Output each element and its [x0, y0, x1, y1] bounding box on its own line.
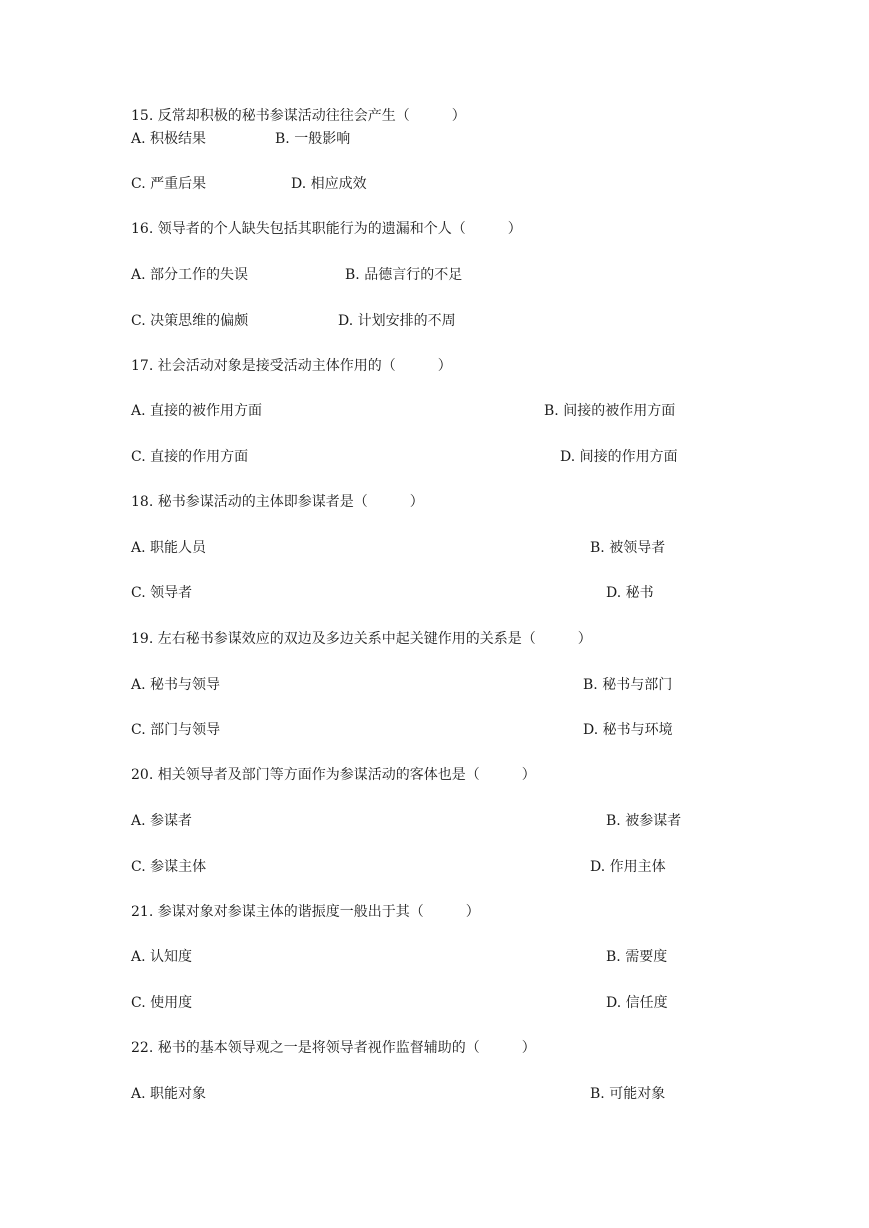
- question-22-stem: 22. 秘书的基本领导观之一是将领导者视作监督辅助的（ ）: [131, 1040, 536, 1056]
- question-18-option-d: D. 秘书: [606, 585, 654, 601]
- question-15-option-d: D. 相应成效: [291, 176, 367, 192]
- question-20-option-a: A. 参谋者: [131, 813, 193, 829]
- question-19-stem: 19. 左右秘书参谋效应的双边及多边关系中起关键作用的关系是（ ）: [131, 631, 592, 647]
- question-16-option-d: D. 计划安排的不周: [338, 313, 456, 329]
- question-21-option-a: A. 认知度: [131, 949, 193, 965]
- question-18-option-a: A. 职能人员: [131, 540, 207, 556]
- question-16-option-b: B. 品德言行的不足: [345, 267, 463, 283]
- question-22-option-a: A. 职能对象: [131, 1086, 207, 1102]
- question-15-option-a: A. 积极结果: [131, 131, 207, 147]
- question-19-option-b: B. 秘书与部门: [583, 677, 673, 693]
- question-18-option-b: B. 被领导者: [590, 540, 666, 556]
- question-22-option-b: B. 可能对象: [590, 1086, 666, 1102]
- question-21-stem: 21. 参谋对象对参谋主体的谐振度一般出于其（ ）: [131, 904, 480, 920]
- question-16-option-a: A. 部分工作的失误: [131, 267, 249, 283]
- question-19-option-c: C. 部门与领导: [131, 722, 221, 738]
- question-16-option-c: C. 决策思维的偏颇: [131, 313, 249, 329]
- question-17-option-b: B. 间接的被作用方面: [544, 403, 676, 419]
- question-16-stem: 16. 领导者的个人缺失包括其职能行为的遗漏和个人（ ）: [131, 221, 522, 237]
- question-17-option-d: D. 间接的作用方面: [560, 449, 678, 465]
- question-17-option-a: A. 直接的被作用方面: [131, 403, 263, 419]
- question-18-stem: 18. 秘书参谋活动的主体即参谋者是（ ）: [131, 494, 424, 510]
- question-20-option-b: B. 被参谋者: [606, 813, 682, 829]
- question-17-stem: 17. 社会活动对象是接受活动主体作用的（ ）: [131, 358, 452, 374]
- question-15-stem: 15. 反常却积极的秘书参谋活动往往会产生（ ）: [131, 108, 466, 124]
- question-21-option-c: C. 使用度: [131, 995, 193, 1011]
- question-15-option-b: B. 一般影响: [275, 131, 351, 147]
- question-21-option-b: B. 需要度: [606, 949, 668, 965]
- question-17-option-c: C. 直接的作用方面: [131, 449, 249, 465]
- question-21-option-d: D. 信任度: [606, 995, 668, 1011]
- question-20-option-d: D. 作用主体: [590, 859, 666, 875]
- question-19-option-a: A. 秘书与领导: [131, 677, 221, 693]
- question-19-option-d: D. 秘书与环境: [583, 722, 673, 738]
- question-20-stem: 20. 相关领导者及部门等方面作为参谋活动的客体也是（ ）: [131, 767, 536, 783]
- question-15-option-c: C. 严重后果: [131, 176, 207, 192]
- question-18-option-c: C. 领导者: [131, 585, 193, 601]
- question-20-option-c: C. 参谋主体: [131, 859, 207, 875]
